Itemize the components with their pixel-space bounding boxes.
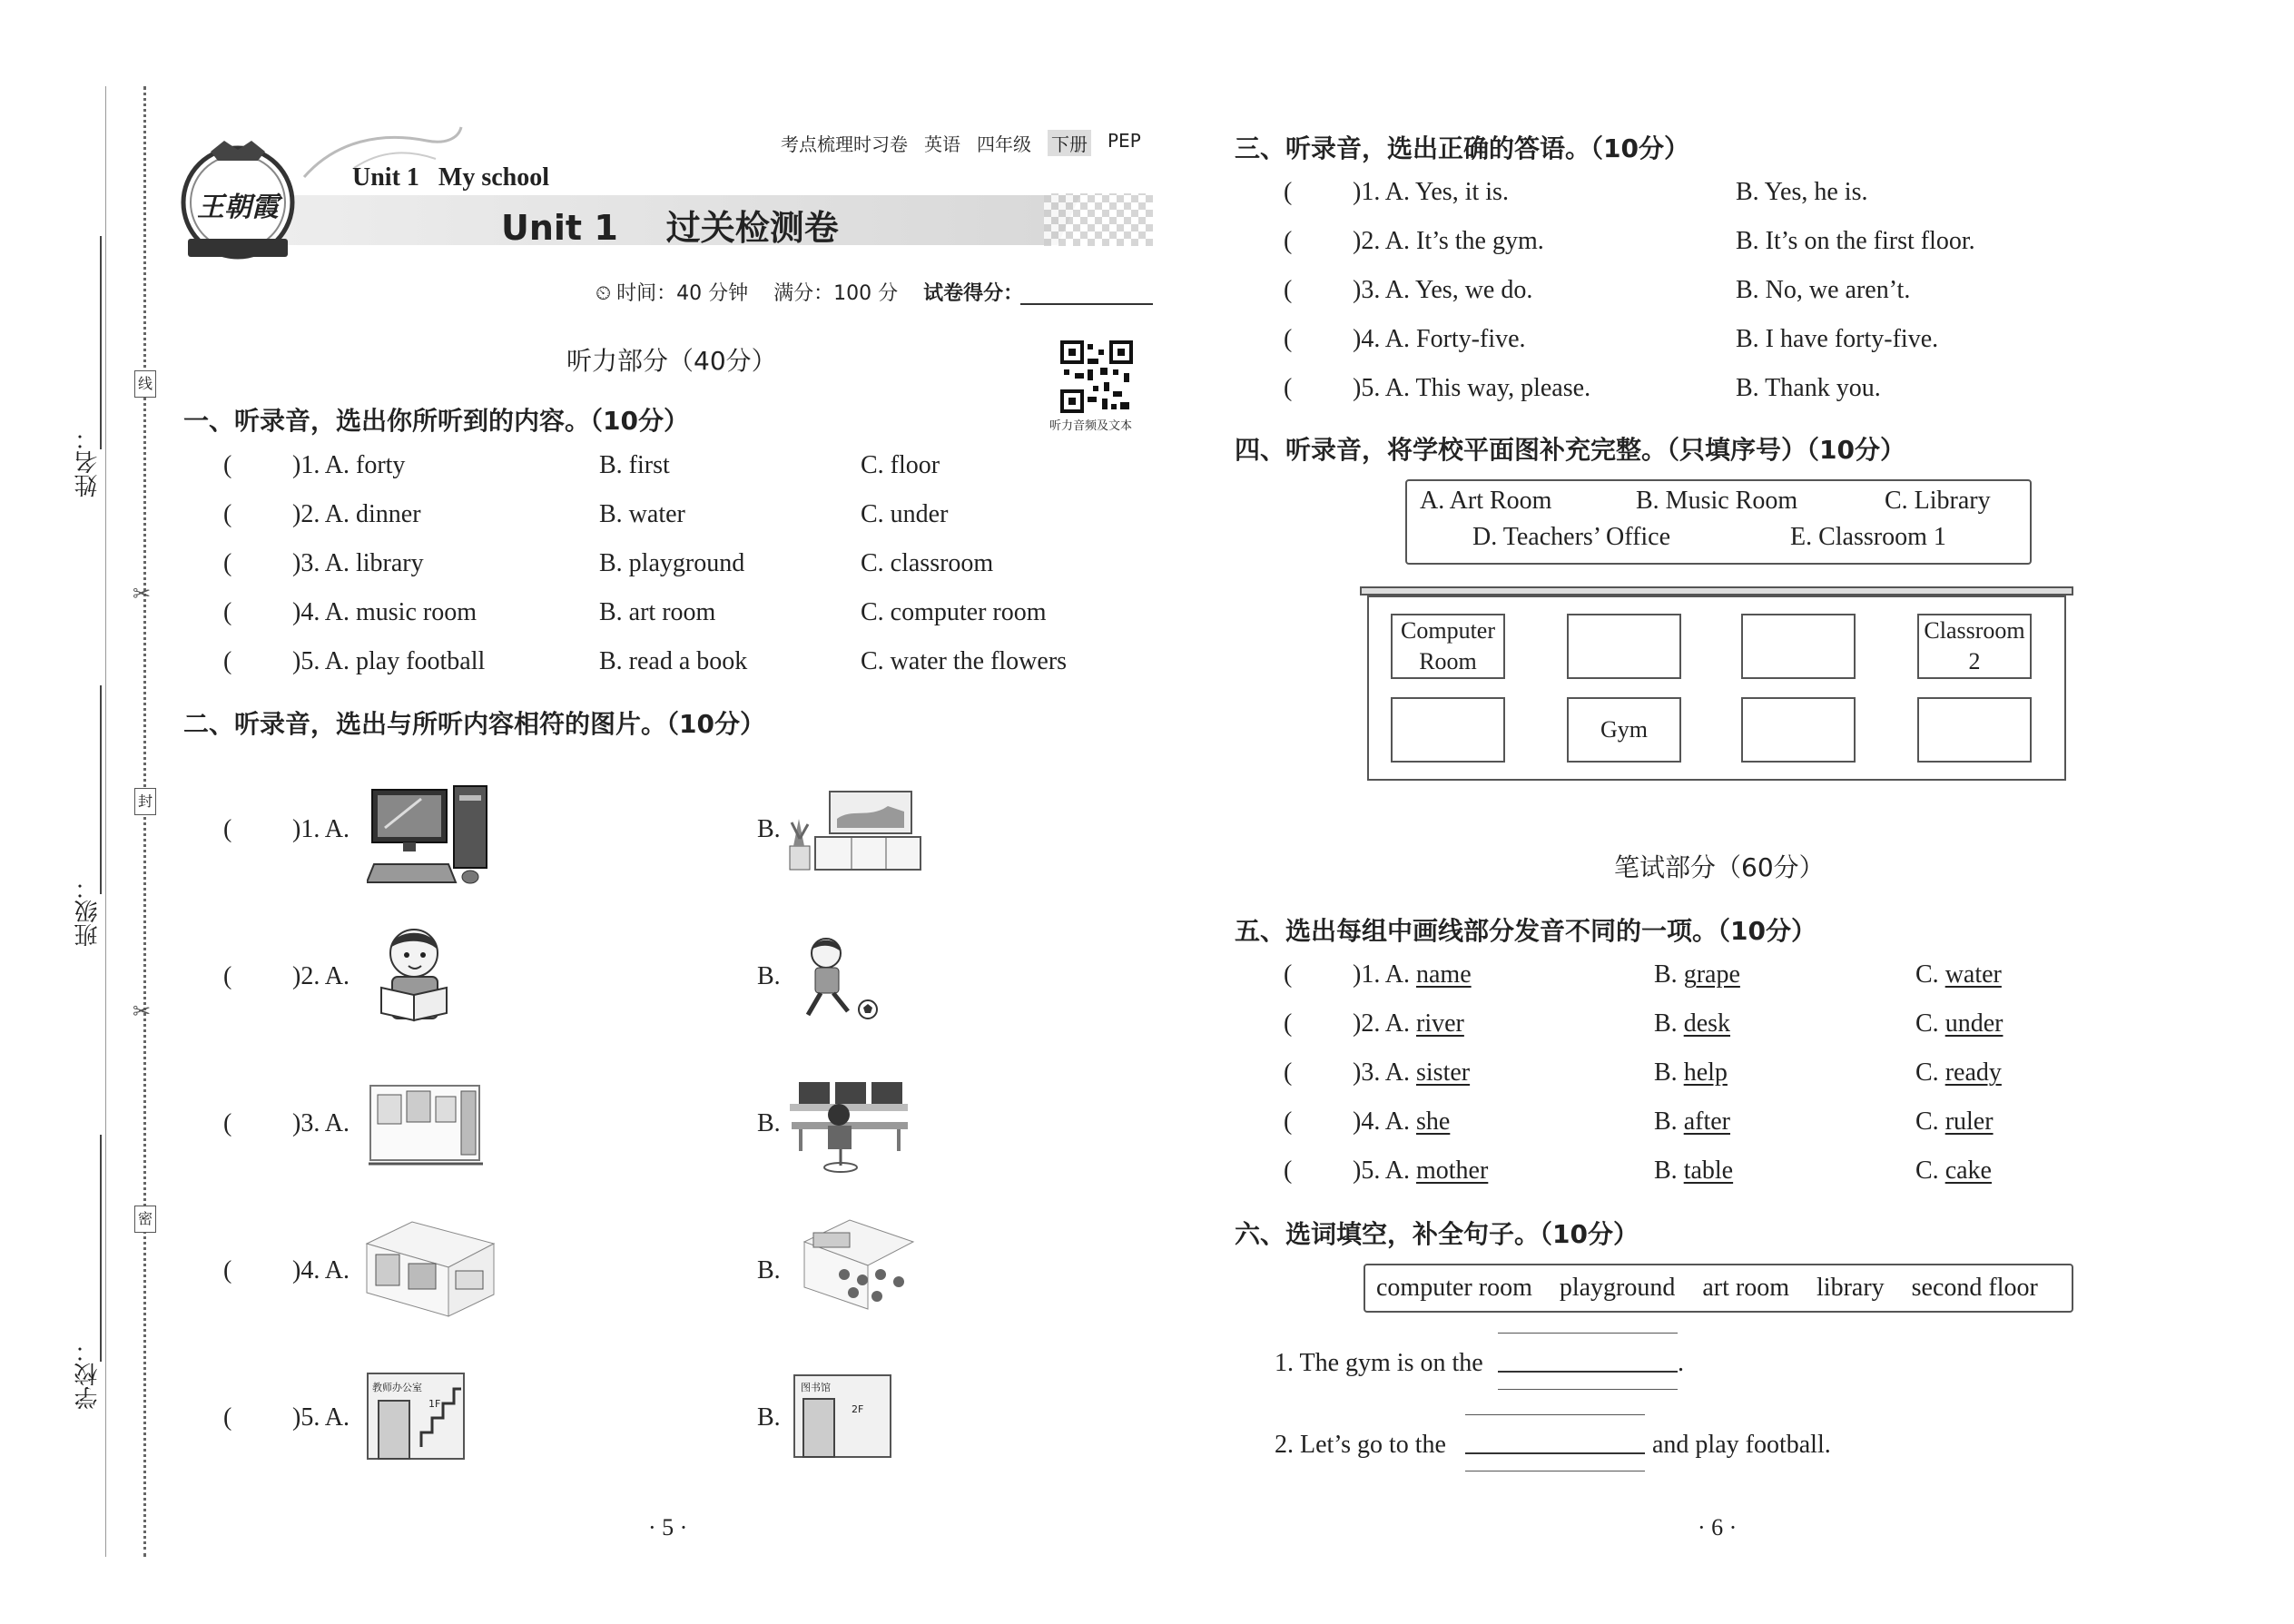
- phonics-word: ruler: [1944, 1107, 1994, 1136]
- floor-plan-roof: [1360, 586, 2073, 595]
- option-d: D. Teachers’ Office: [1472, 523, 1671, 551]
- option-prefix: )5. A.: [1353, 1156, 1416, 1185]
- phonics-word: ready: [1944, 1058, 2002, 1087]
- teachers-office-picture: [367, 1373, 465, 1460]
- phonics-option-c: C. under: [1915, 1009, 2004, 1038]
- reply-option-b: B. It’s on the first floor.: [1736, 227, 1975, 255]
- option-prefix: )4. A.: [1353, 1107, 1416, 1136]
- score-blank[interactable]: [1020, 303, 1153, 305]
- question-option-b: B. art room: [599, 598, 716, 626]
- question-option-b: B. playground: [599, 549, 745, 577]
- phonics-word: after: [1683, 1107, 1730, 1136]
- reply-option-b: B. I have forty-five.: [1736, 325, 1939, 353]
- section5-heading: 五、选出每组中画线部分发音不同的一项。（10分）: [1235, 916, 1816, 946]
- room-computer-line2: Room: [1419, 648, 1477, 674]
- computer-picture: [367, 782, 494, 888]
- answer-paren[interactable]: (: [223, 962, 232, 990]
- answer-paren[interactable]: (: [223, 815, 232, 843]
- sentence-1-end: .: [1678, 1349, 1684, 1377]
- meta-subject: 英语: [924, 133, 960, 155]
- sentence-2-start: 2. Let’s go to the: [1275, 1431, 1446, 1459]
- room-blank-4[interactable]: [1741, 697, 1856, 763]
- question-option-a: )1. A. forty: [292, 451, 406, 479]
- question-option-c: C. under: [861, 500, 949, 528]
- room-gym: Gym: [1567, 697, 1681, 763]
- phonics-option-c: C. cake: [1915, 1156, 1992, 1185]
- blank-2-top: [1465, 1414, 1645, 1415]
- answer-paren[interactable]: (: [223, 1403, 232, 1432]
- phonics-option-a: [1353, 1107, 1450, 1137]
- computer-room-picture: [786, 1078, 913, 1176]
- phonics-option-a: [1353, 1009, 1464, 1038]
- word-library: library: [1816, 1274, 1885, 1302]
- phonics-word: water: [1944, 960, 2002, 989]
- answer-paren[interactable]: (: [1284, 178, 1293, 206]
- listening-title: 听力部分（40分）: [566, 346, 777, 376]
- door: [802, 1398, 835, 1458]
- phonics-word: help: [1683, 1058, 1728, 1087]
- library-picture: [358, 1216, 503, 1320]
- reply-option-b: B. Thank you.: [1736, 374, 1881, 402]
- question-option-c: C. classroom: [861, 549, 994, 577]
- teachers-office-sign: 教师办公室: [372, 1382, 422, 1393]
- answer-paren[interactable]: (: [1284, 325, 1293, 353]
- phonics-word: she: [1416, 1107, 1451, 1136]
- answer-paren[interactable]: (: [223, 1109, 232, 1137]
- phonics-option-b: B. table: [1654, 1156, 1734, 1185]
- school-blank[interactable]: [100, 1135, 102, 1362]
- question-option-b: B. water: [599, 500, 685, 528]
- sentence-2-end: and play football.: [1652, 1431, 1831, 1459]
- blank-1-input[interactable]: [1498, 1371, 1678, 1373]
- floor-sign-1f: 1F: [428, 1398, 441, 1410]
- phonics-word: table: [1683, 1156, 1734, 1185]
- option-prefix: )3. A.: [1353, 1058, 1416, 1087]
- option-e: E. Classroom 1: [1790, 523, 1946, 551]
- phonics-word: mother: [1416, 1156, 1489, 1185]
- blank-1-top: [1498, 1333, 1678, 1334]
- question-option-b: B. read a book: [599, 647, 748, 675]
- answer-paren[interactable]: (: [223, 598, 232, 626]
- reply-option-a: )2. A. It’s the gym.: [1353, 227, 1544, 255]
- picture-option-a: )4. A.: [292, 1256, 350, 1284]
- boy-reading-picture: [372, 924, 459, 1026]
- question-option-a: )2. A. dinner: [292, 500, 421, 528]
- room-blank-5[interactable]: [1917, 697, 2032, 763]
- written-title: 笔试部分（60分）: [1614, 852, 1825, 882]
- reply-option-b: B. Yes, he is.: [1736, 178, 1868, 206]
- reply-option-a: )4. A. Forty-five.: [1353, 325, 1526, 353]
- boy-football-picture: [790, 935, 881, 1026]
- full-score: 满分：100 分: [773, 282, 899, 305]
- page-number-left: · 5 ·: [648, 1514, 688, 1540]
- room-blank-3[interactable]: [1391, 697, 1505, 763]
- room-computer-room: [1391, 614, 1505, 679]
- reply-option-a: )1. A. Yes, it is.: [1353, 178, 1509, 206]
- picture-option-a: )5. A.: [292, 1403, 350, 1432]
- option-c: C. Library: [1885, 487, 1991, 515]
- header-meta: [781, 130, 1141, 156]
- dotted-cut-line: [143, 86, 146, 1557]
- picture-option-b: B.: [757, 815, 781, 843]
- unit-line: Unit 1 My school: [352, 163, 549, 192]
- music-room-picture: [786, 1215, 922, 1314]
- room-options-box: [1405, 479, 2032, 565]
- question-option-b: B. first: [599, 451, 670, 479]
- page-title: Unit 1 过关检测卷: [501, 208, 839, 248]
- scissors-icon: ✂: [133, 1000, 152, 1024]
- picture-option-b: B.: [757, 962, 781, 990]
- answer-paren[interactable]: (: [223, 500, 232, 528]
- qr-code[interactable]: [1060, 340, 1133, 413]
- seal-secret-label: 密: [134, 1206, 156, 1233]
- phonics-option-b: B. desk: [1654, 1009, 1731, 1038]
- solid-line: [105, 86, 106, 1557]
- meta-grade: 四年级: [977, 133, 1031, 155]
- reply-option-b: B. No, we aren’t.: [1736, 276, 1911, 304]
- answer-paren[interactable]: (: [223, 647, 232, 675]
- option-prefix: )1. A.: [1353, 960, 1416, 989]
- word-second-floor: second floor: [1911, 1274, 2038, 1302]
- meta-series: 考点梳理时习卷: [781, 133, 908, 155]
- picture-option-a: )3. A.: [292, 1109, 350, 1137]
- phonics-option-a: [1353, 1156, 1488, 1186]
- room-classroom-line1: Classroom: [1924, 617, 2025, 644]
- phonics-word: cake: [1944, 1156, 1992, 1185]
- answer-paren[interactable]: (: [1284, 960, 1293, 989]
- floor-plan: [1360, 586, 2073, 782]
- school-label: 学校：: [74, 1339, 102, 1410]
- room-classroom-2: [1917, 614, 2032, 679]
- question-option-c: C. water the flowers: [861, 647, 1068, 675]
- answer-paren[interactable]: (: [1284, 1156, 1293, 1185]
- seal-seal-label: 封: [134, 788, 156, 815]
- library-sign: 图书馆: [801, 1382, 831, 1393]
- stairs-icon: [419, 1376, 463, 1449]
- phonics-option-c: C. ready: [1915, 1058, 2002, 1087]
- answer-paren[interactable]: (: [223, 1256, 232, 1284]
- score-label: 试卷得分：: [923, 282, 1024, 305]
- phonics-option-b: B. grape: [1654, 960, 1740, 989]
- phonics-option-b: B. help: [1654, 1058, 1728, 1087]
- phonics-word: grape: [1683, 960, 1740, 989]
- picture-option-b: B.: [757, 1403, 781, 1432]
- option-a: A. Art Room: [1420, 487, 1552, 515]
- section3-heading: 三、听录音，选出正确的答语。（10分）: [1235, 133, 1689, 163]
- sentence-1-start: 1. The gym is on the: [1275, 1349, 1483, 1377]
- scissors-icon: ✂: [133, 583, 152, 606]
- room-blank-1[interactable]: [1567, 614, 1681, 679]
- word-art-room: art room: [1702, 1274, 1790, 1302]
- phonics-word: desk: [1683, 1009, 1731, 1038]
- blank-2-input[interactable]: [1465, 1452, 1645, 1454]
- qr-caption: 听力音频及文本: [1049, 419, 1133, 433]
- art-room-picture: [367, 1082, 485, 1171]
- section1-heading: 一、听录音，选出你所听到的内容。（10分）: [183, 406, 689, 436]
- phonics-option-c: C. water: [1915, 960, 2002, 989]
- room-computer-line1: Computer: [1401, 617, 1495, 644]
- class-label: 班级：: [74, 876, 102, 947]
- answer-paren[interactable]: (: [1284, 276, 1293, 304]
- phonics-word: under: [1944, 1009, 2004, 1038]
- phonics-option-c: C. ruler: [1915, 1107, 1994, 1136]
- picture-option-b: B.: [757, 1109, 781, 1137]
- floor-sign-2f: 2F: [852, 1403, 864, 1415]
- phonics-word: sister: [1416, 1058, 1471, 1087]
- brand-logo: [174, 132, 301, 268]
- phonics-option-a: [1353, 960, 1472, 989]
- binding-strip: [0, 0, 154, 1624]
- logo-text: 王朝霞: [197, 192, 279, 223]
- word-computer-room: computer room: [1376, 1274, 1532, 1302]
- answer-paren[interactable]: (: [1284, 374, 1293, 402]
- class-blank[interactable]: [100, 685, 102, 894]
- meta-volume: 下册: [1048, 130, 1091, 156]
- meta-edition: PEP: [1108, 130, 1141, 152]
- answer-paren[interactable]: (: [223, 549, 232, 577]
- answer-paren[interactable]: (: [1284, 1107, 1293, 1136]
- name-label: 姓名：: [74, 427, 102, 497]
- answer-paren[interactable]: (: [1284, 1058, 1293, 1087]
- reply-option-a: )3. A. Yes, we do.: [1353, 276, 1533, 304]
- qr-code-icon: [1060, 340, 1133, 413]
- exam-info: [596, 278, 1023, 306]
- option-b: B. Music Room: [1636, 487, 1798, 515]
- option-prefix: )2. A.: [1353, 1009, 1416, 1038]
- picture-option-a: )2. A.: [292, 962, 350, 990]
- answer-paren[interactable]: (: [223, 451, 232, 479]
- page-number-right: · 6 ·: [1698, 1514, 1738, 1540]
- reply-option-a: )5. A. This way, please.: [1353, 374, 1591, 402]
- section6-heading: 六、选词填空，补全句子。（10分）: [1235, 1219, 1639, 1249]
- room-classroom-line2: 2: [1968, 648, 1981, 674]
- picture-option-a: )1. A.: [292, 815, 350, 843]
- answer-paren[interactable]: (: [1284, 227, 1293, 255]
- phonics-option-b: B. after: [1654, 1107, 1730, 1136]
- question-option-a: )5. A. play football: [292, 647, 486, 675]
- phonics-word: river: [1416, 1009, 1464, 1038]
- answer-paren[interactable]: (: [1284, 1009, 1293, 1038]
- section4-heading: 四、听录音，将学校平面图补充完整。（只填序号）（10分）: [1235, 435, 1905, 465]
- question-option-c: C. computer room: [861, 598, 1047, 626]
- seal-line-label: 线: [134, 370, 156, 398]
- question-option-a: )3. A. library: [292, 549, 424, 577]
- time-limit: 时间：40 分钟: [616, 282, 749, 305]
- room-blank-2[interactable]: [1741, 614, 1856, 679]
- question-option-a: )4. A. music room: [292, 598, 477, 626]
- word-playground: playground: [1559, 1274, 1676, 1302]
- phonics-option-a: [1353, 1058, 1470, 1088]
- blank-1-bottom: [1498, 1389, 1678, 1390]
- picture-option-b: B.: [757, 1256, 781, 1284]
- library-door-picture: [793, 1374, 891, 1458]
- section2-heading: 二、听录音，选出与所听内容相符的图片。（10分）: [183, 709, 765, 739]
- question-option-c: C. floor: [861, 451, 940, 479]
- name-blank[interactable]: [100, 236, 102, 449]
- phonics-word: name: [1416, 960, 1472, 989]
- tv-stand-picture: [788, 782, 924, 886]
- door: [378, 1400, 410, 1460]
- word-bank: [1364, 1264, 2073, 1313]
- clock-icon: ⏲: [596, 282, 612, 305]
